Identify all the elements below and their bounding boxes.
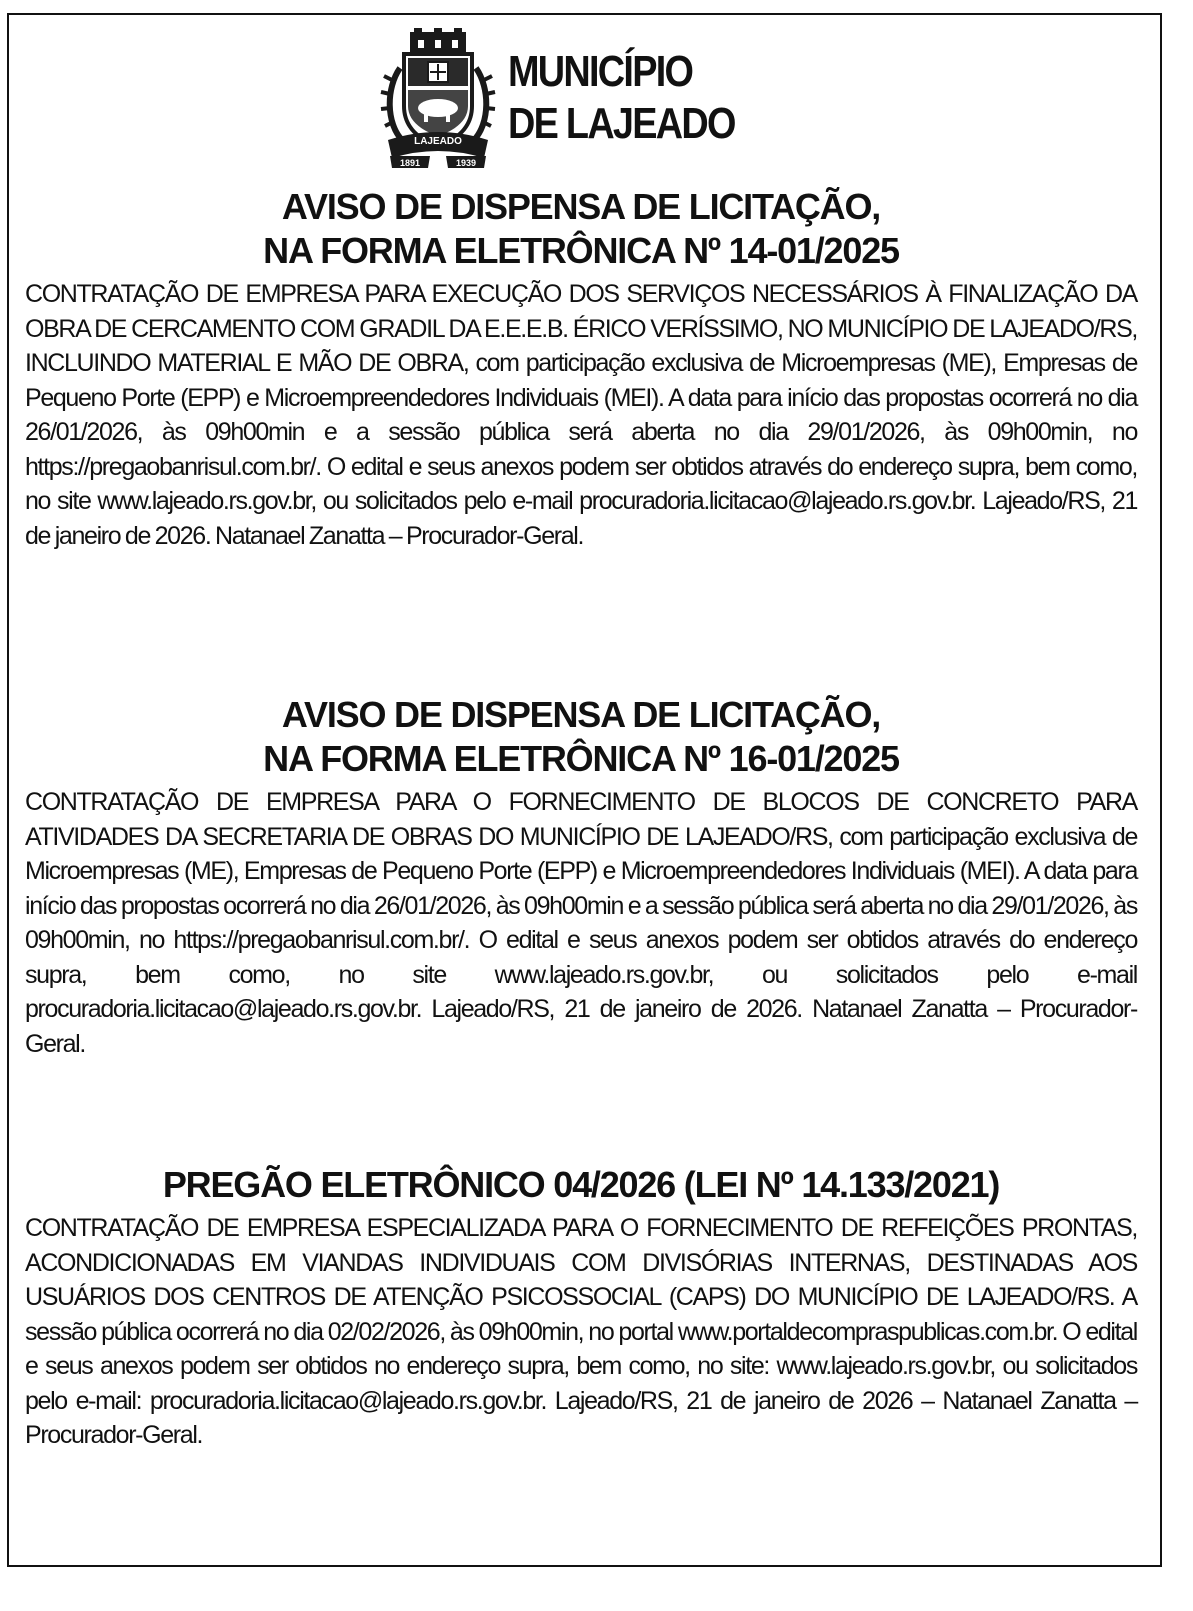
crest-year-left: 1891 <box>399 158 421 168</box>
municipality-name-line1: MUNICÍPIO <box>508 47 693 96</box>
crest-ribbon-text: LAJEADO <box>414 136 462 147</box>
notice-title-line1: AVISO DE DISPENSA DE LICITAÇÃO, <box>281 186 881 227</box>
notice-title <box>25 693 1137 781</box>
crest-year-right: 1939 <box>455 158 477 168</box>
notice-title-line1: AVISO DE DISPENSA DE LICITAÇÃO, <box>281 694 881 735</box>
municipality-name-line2: DE LAJEADO <box>508 99 735 148</box>
notice-title <box>25 185 1137 273</box>
notice-dispensa-14 <box>25 185 1137 553</box>
coat-of-arms-icon <box>380 28 496 170</box>
notice-title-line1: PREGÃO ELETRÔNICO 04/2026 (LEI Nº 14.133/2021) <box>162 1164 1000 1205</box>
notice-title-line2: NA FORMA ELETRÔNICA Nº 16-01/2025 <box>263 738 899 779</box>
notice-title-line2: NA FORMA ELETRÔNICA Nº 14-01/2025 <box>263 230 899 271</box>
notice-body: CONTRATAÇÃO DE EMPRESA ESPECIALIZADA PARA O FORNECIMENTO DE REFEIÇÕES PRONTAS, ACONDICIONADAS EM VIANDAS INDIVIDUAIS COM DIVISÓRIAS INTERNAS, DESTINADAS AOS USUÁRIOS DOS CENTROS DE ATENÇÃO PSICOSSOCIAL (CAPS) DO MUNICÍPIO DE LAJEADO/RS. A sessão pública ocorrerá no dia 02/02/2026, às 09h00min, no portal www.portaldecompraspublicas.com.br. O edital e seus anexos podem ser obtidos no endereço supra, bem como, no site: www.lajeado.rs.gov.br, ou solicitados pelo e-mail: procuradoria.licitacao@lajeado.rs.gov.br. Lajeado/RS, 21 de janeiro de 2026 – Natanael Zanatta – Procurador-Geral. <box>25 1214 1137 1449</box>
municipality-name <box>508 46 735 150</box>
notice-pregao-04 <box>25 1163 1137 1453</box>
notice-dispensa-16 <box>25 693 1137 1061</box>
notice-body: CONTRATAÇÃO DE EMPRESA PARA O FORNECIMENTO DE BLOCOS DE CONCRETO PARA ATIVIDADES DA SECRETARIA DE OBRAS DO MUNICÍPIO DE LAJEADO/RS, com participação exclusiva de Microempresas (ME), Empresas de Pequeno Porte (EPP) e Microempreendedores Individuais (MEI). A data para início das propostas ocorrerá no dia 26/01/2026, às 09h00min e a sessão pública será aberta no dia 29/01/2026, às 09h00min, no https://pregaobanrisul.com.br/. O edital e seus anexos podem ser obtidos através do endereço supra, bem como, no site www.lajeado.rs.gov.br, ou solicitados pelo e-mail procuradoria.licitacao@lajeado.rs.gov.br. Lajeado/RS, 21 de janeiro de 2026. Natanael Zanatta – Procurador-Geral. <box>25 788 1137 1058</box>
notice-title <box>25 1163 1137 1207</box>
municipality-header <box>380 28 800 170</box>
notice-body: CONTRATAÇÃO DE EMPRESA PARA EXECUÇÃO DOS SERVIÇOS NECESSÁRIOS À FINALIZAÇÃO DA OBRA DE CERCAMENTO COM GRADIL DA E.E.E.B. ÉRICO VERÍSSIMO, NO MUNICÍPIO DE LAJEADO/RS, INCLUINDO MATERIAL E MÃO DE OBRA, com participação exclusiva de Microempresas (ME), Empresas de Pequeno Porte (EPP) e Microempreendedores Individuais (MEI). A data para início das propostas ocorrerá no dia 26/01/2026, às 09h00min e a sessão pública será aberta no dia 29/01/2026, às 09h00min, no https://pregaobanrisul.com.br/. O edital e seus anexos podem ser obtidos através do endereço supra, bem como, no site www.lajeado.rs.gov.br, ou solicitados pelo e-mail procuradoria.licitacao@lajeado.rs.gov.br. Lajeado/RS, 21 de janeiro de 2026. Natanael Zanatta – Procurador-Geral. <box>25 280 1137 550</box>
